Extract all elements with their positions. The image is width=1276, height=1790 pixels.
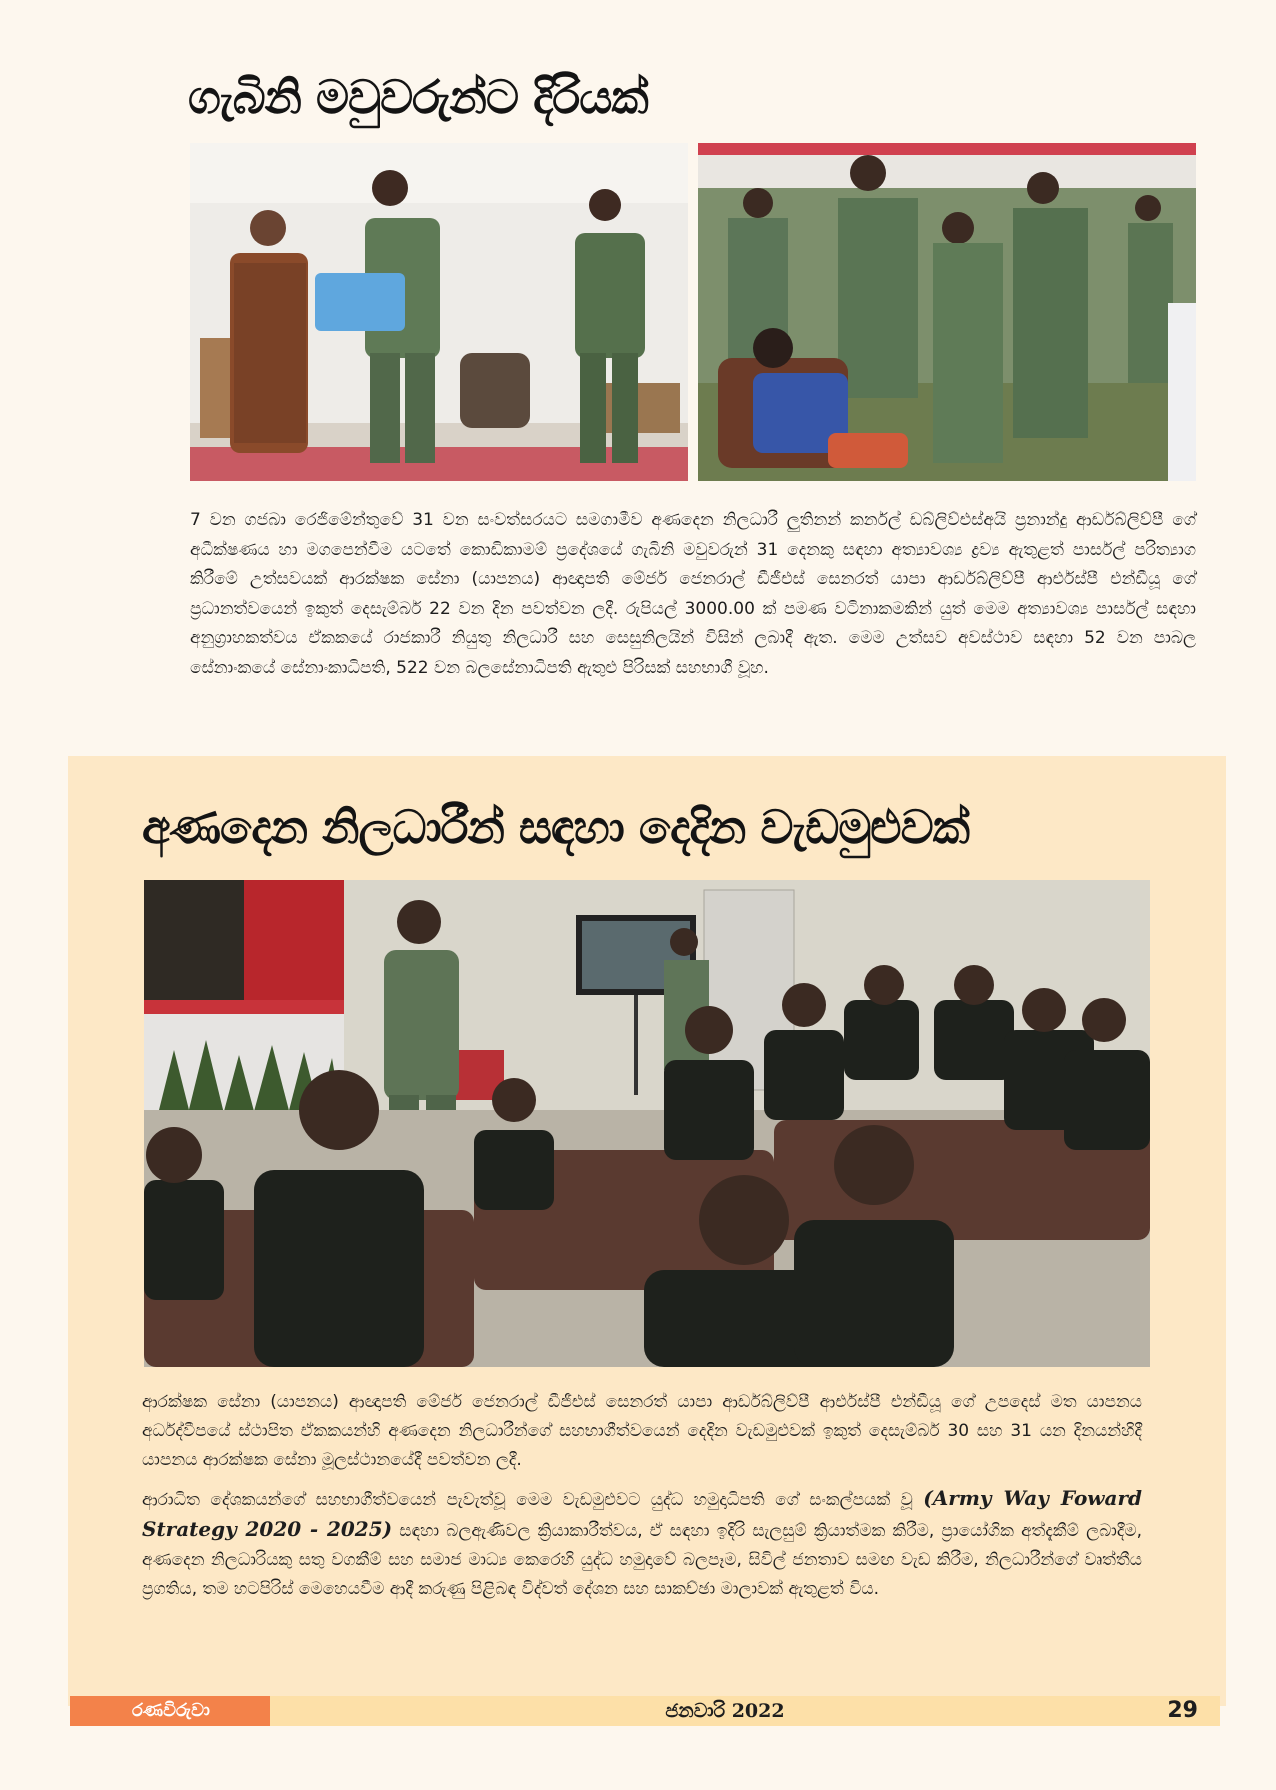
article2-paragraph-2 xyxy=(142,1484,1142,1604)
article1-photo-left xyxy=(190,143,688,481)
article2-paragraph-1: ආරක්ෂක සේනා (යාපනය) ආඥාපති මේජර් ජෙනරාල් ඩීජීඑස් සෙනරත් යාපා ආර්ඩබ්ලිව්පී ආර්එස්පී එන්ඩීයූ ගේ උපදෙස් මත යාපනය අර්ධද්වීපයේ ස්ථාපිත ඒකකයන්හි අණදෙන නිලධාරීන්ගේ සහභාගීත්වයෙන් දෙදින වැඩමුළුවක් ඉකුත් දෙසැම්බර් 30 සහ 31 යන දිනයන්හිදී යාපනය ආරක්ෂක සේනා මූලස්ථානයේදී පවත්වන ලදී. xyxy=(142,1392,1142,1470)
article2-paragraph-2-start: ආරාධිත දේශකයන්ගේ සහභාගීත්වයෙන් පැවැත්වූ මෙම වැඩමුළුවට යුද්ධ හමුදාධිපති ගේ සංකල්පයක් වූ xyxy=(142,1490,924,1510)
issue-date: ජනවාරි 2022 xyxy=(270,1696,1220,1726)
page-footer xyxy=(70,1696,1210,1726)
magazine-name: රණවිරුවා xyxy=(70,1696,270,1726)
article2-photo xyxy=(144,880,1150,1367)
article1-body: 7 වන ගජබා රෙජිමේන්තුවේ 31 වන සංවත්සරයට සමගාමීව අණදෙන නිලධාරී ලුතිනන් කර්නල් ඩබ්ලිව්එස්අයි ප්‍රනාන්දු ආර්ඩබ්ලිව්පී ගේ අධීක්ෂණය හා මගපෙන්වීම යටතේ කොඩිකාමම් ප්‍රදේශයේ ගැබිනි මවුවරුන් 31 දෙනකු සඳහා අත්‍යාවශ්‍ය ද්‍රව්‍ය ඇතුළත් පාර්සල් පරිත්‍යාග කිරීමේ උත්සවයක් ආරක්ෂක සේනා (යාපනය) ආඥාපති මේජර් ජෙනරාල් ඩීජීඑස් සෙනරත් යාපා ආර්ඩබ්ලිව්පී ආර්එස්පී එන්ඩීයූ ගේ ප්‍රධානත්වයෙන් ඉකුත් දෙසැම්බර් 22 වන දින පවත්වන ලදී. රුපියල් 3000.00 ක් පමණ වටිනාකමකින් යුත් මෙම අත්‍යාවශ්‍ය පාර්සල් සඳහා අනුග්‍රාහකත්වය ඒකකයේ රාජකාරී නියුතු නිලධාරී සහ සෙසුනිලයින් විසින් ලබාදී ඇත. මෙම උත්සව අවස්ථාව සඳහා 52 වන පාබල සේනාංකයේ සේනාංකාධිපති, 522 වන බලසේනාධිපති ඇතුළු පිරිසක් සහභාගී වූහ. xyxy=(190,510,1196,678)
article1-photo-right xyxy=(698,143,1196,481)
strategy-name: (Army Way Foward Strategy 2020 - 2025) xyxy=(142,1486,1142,1541)
article2-paragraph-2-end: සඳහා බලඇණිවල ක්‍රියාකාරීත්වය, ඒ සඳහා ඉදිරි සැලසුම් ක්‍රියාත්මක කිරීම, ප්‍රායෝගික අත්දැකීම් ලබාදීම, අණදෙන නිලධාරියකු සතු වගකීම් සහ සමාජ මාධ්‍ය කෙරෙහි යුද්ධ හමුදාවේ බලපෑම, සිවිල් ජනතාව සමඟ වැඩ කිරීම, නිලධාරීන්ගේ වෘත්තීය ප්‍රගතිය, තම හටපිරිස් මෙහෙයවීම ආදී කරුණු පිළිබඳ විද්වත් දේශන සහ සාකච්ඡා මාලාවක් ඇතුළත් විය. xyxy=(142,1521,1142,1599)
article2-title: අණදෙන නිලධාරීන් සඳහා දෙදින වැඩමුළුවක් xyxy=(142,800,969,854)
page-number: 29 xyxy=(1167,1698,1198,1723)
article1-title: ගැබිනි මවුවරුන්ට දිරියක් xyxy=(188,70,648,124)
